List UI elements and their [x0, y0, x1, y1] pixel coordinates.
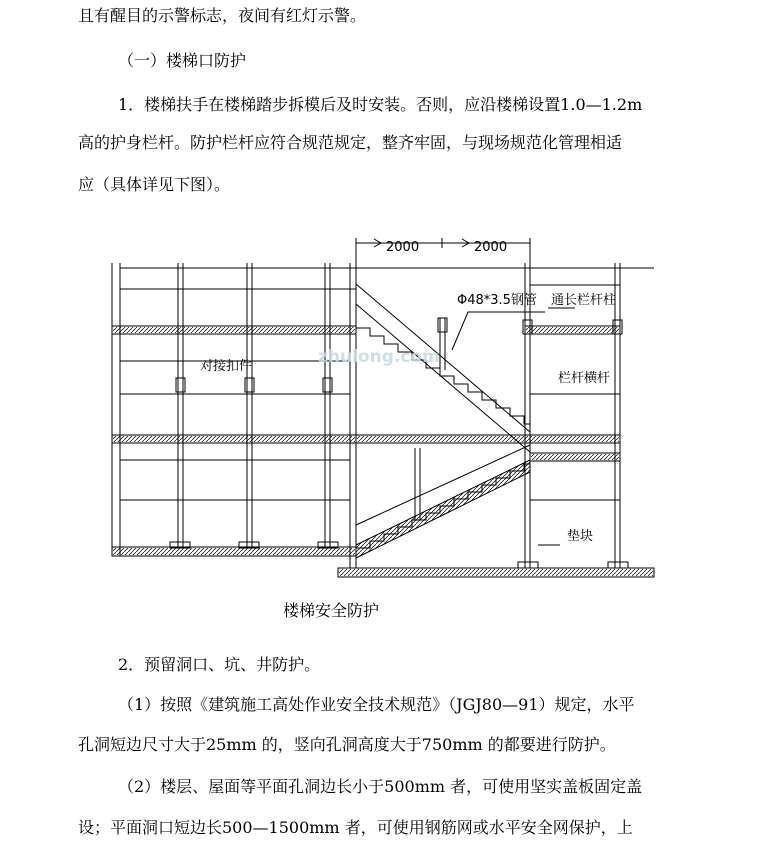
pipe-label: Φ48*3.5钢管 — [457, 293, 537, 308]
paragraph-line: （2）楼层、屋面等平面孔洞边长小于500mm 者，可使用坚实盖板固定盖 — [118, 777, 643, 796]
paragraph-line: 设；平面洞口短边长500—1500mm 者，可使用钢筋网或水平安全网保护，上 — [78, 818, 633, 837]
rail-bar-label: 栏杆横杆 — [558, 371, 611, 386]
figure-caption: 楼梯安全防护 — [283, 601, 380, 620]
rail-post-label: 通长栏杆柱 — [551, 293, 617, 308]
coupler-label: 对接扣件 — [200, 359, 253, 374]
right-scaffold — [356, 263, 628, 568]
left-scaffold — [112, 263, 356, 568]
paragraph-line: 孔洞短边尺寸大于25mm 的，竖向孔洞高度大于750mm 的都要进行防护。 — [78, 735, 616, 754]
stair-flights — [356, 268, 654, 558]
pad-label: 垫块 — [567, 529, 594, 544]
watermark: zhulong.com — [318, 347, 440, 367]
dimension-label-1: 2000 — [386, 240, 420, 255]
paragraph-line: 1．楼梯扶手在楼梯踏步拆模后及时安装。否则，应沿楼梯设置1.0—1.2m — [118, 95, 643, 114]
dimension-label-2: 2000 — [474, 240, 508, 255]
paragraph-line: 高的护身栏杆。防护栏杆应符合规范规定，整齐牢固，与现场规范化管理相适 — [78, 133, 623, 152]
paragraph-line: 应（具体详见下图）。 — [78, 175, 231, 194]
paragraph-line: 2．预留洞口、坑、井防护。 — [118, 655, 321, 674]
paragraph-line: 且有醒目的示警标志，夜间有红灯示警。 — [78, 6, 367, 25]
section-heading: （一）楼梯口防护 — [118, 51, 247, 70]
paragraph-line: （1）按照《建筑施工高处作业安全技术规范》（JGJ80—91）规定，水平 — [118, 695, 635, 714]
